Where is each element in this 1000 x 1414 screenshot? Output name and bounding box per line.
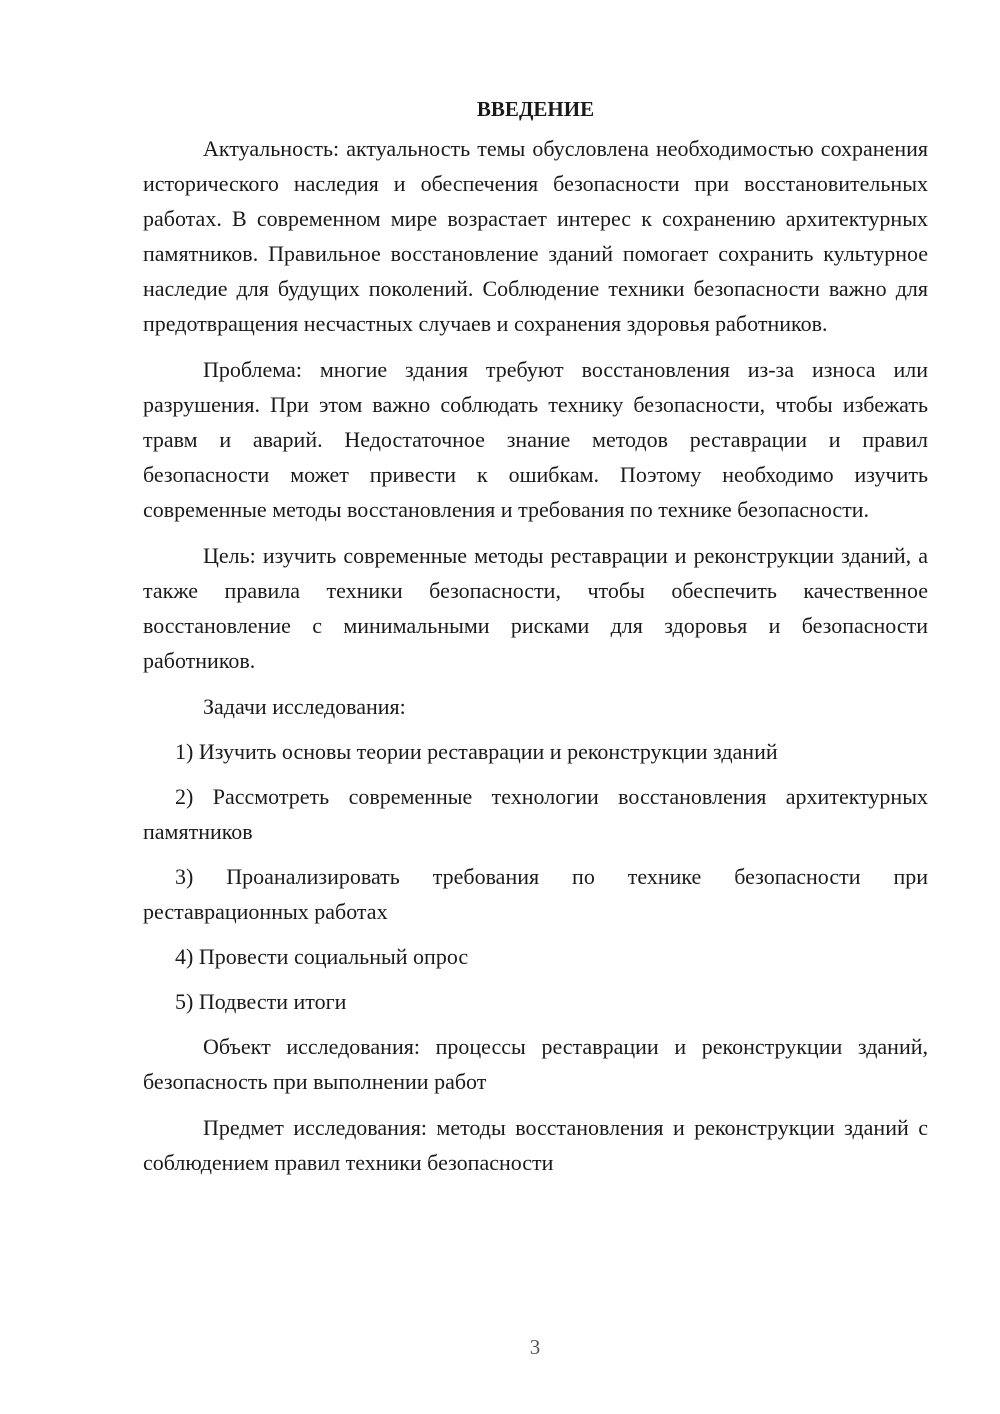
section-title: ВВЕДЕНИЕ [476, 97, 595, 121]
relevance-paragraph: Актуальность: актуальность темы обусловлена необходимостью сохранения исторического наследия и обеспечения безопасности при восстановительных работах. В современном мире возрастает интерес к сохранению архитектурных памятников. Правильное восстановление зданий помогает сохранить культурное наследие для будущих поколений. Соблюдение техники безопасности важно для предотвращения несчастных случаев и сохранения здоровья работников. [143, 136, 928, 336]
task-item-5: 5) Подвести итоги [175, 989, 347, 1014]
task-item-3: 3) Проанализировать требования по технике безопасности при реставрационных работах [143, 864, 928, 924]
goal-paragraph: Цель: изучить современные методы реставрации и реконструкции зданий, а также правила техники безопасности, чтобы обеспечить качественное восстановление с минимальными рисками для здоровья и безопасности работников. [143, 543, 928, 673]
subject-paragraph: Предмет исследования: методы восстановления и реконструкции зданий с соблюдением правил техники безопасности [143, 1115, 928, 1175]
task-item-4: 4) Провести социальный опрос [175, 944, 469, 969]
task-item-1: 1) Изучить основы теории реставрации и реконструкции зданий [175, 739, 778, 764]
task-item-2: 2) Рассмотреть современные технологии восстановления архитектурных памятников [143, 784, 928, 844]
document-page [143, 92, 928, 1191]
tasks-heading: Задачи исследования: [203, 694, 406, 719]
problem-paragraph: Проблема: многие здания требуют восстановления из-за износа или разрушения. При этом важно соблюдать технику безопасности, чтобы избежать травм и аварий. Недостаточное знание методов реставрации и правил безопасности может привести к ошибкам. Поэтому необходимо изучить современные методы восстановления и требования по технике безопасности. [143, 357, 928, 522]
object-paragraph: Объект исследования: процессы реставрации и реконструкции зданий, безопасность при выполнении работ [143, 1034, 928, 1094]
page-number: 3 [529, 1335, 541, 1359]
